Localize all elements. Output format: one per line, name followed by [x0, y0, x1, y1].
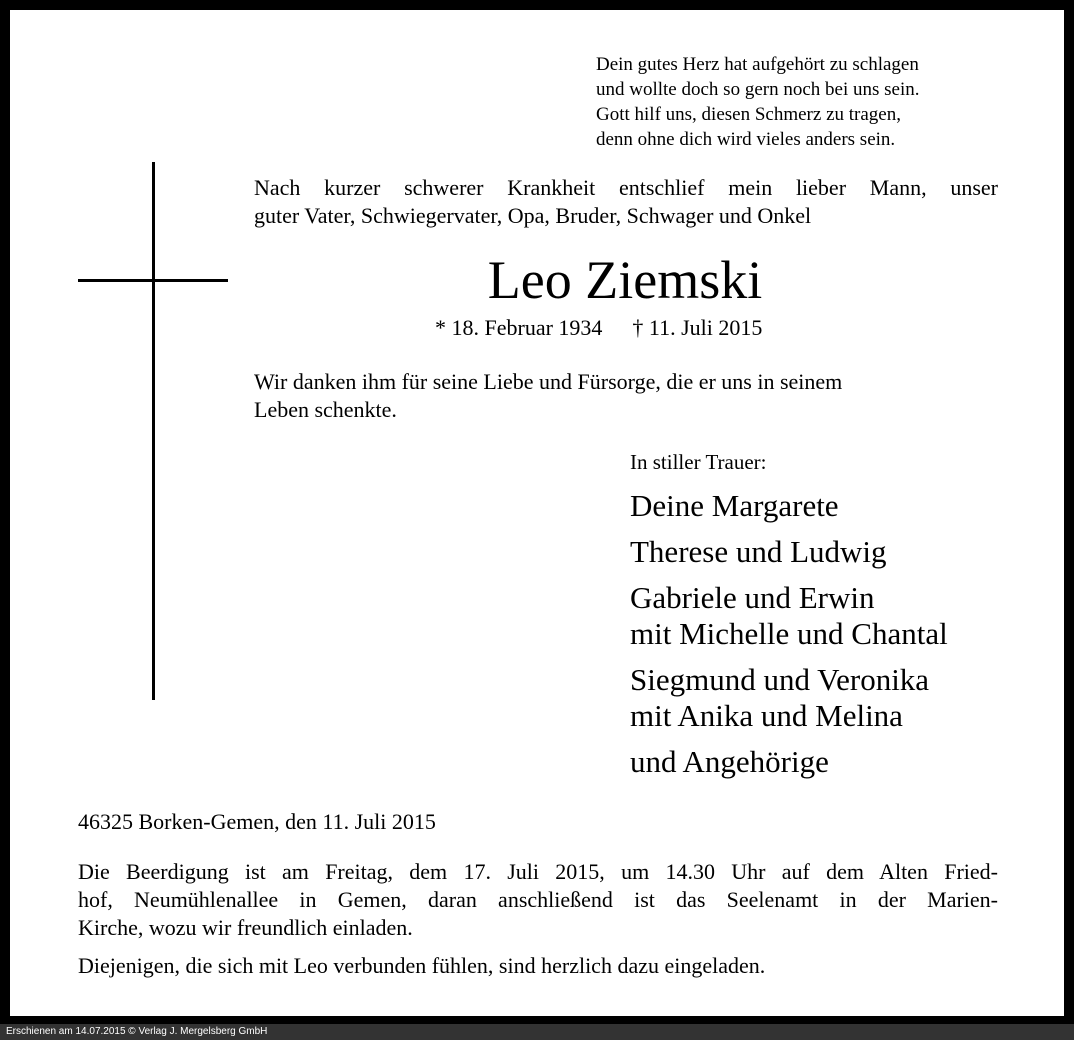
place-and-date: 46325 Borken-Gemen, den 11. Juli 2015 [78, 809, 436, 834]
mourner-entry [630, 662, 948, 734]
birth-date: * 18. Februar 1934 [435, 315, 603, 340]
mourner-line: mit Michelle und Chantal [630, 616, 948, 651]
funeral-line: hof, Neumühlenallee in Gemen, daran anschließend ist das Seelenamt in der Marien- [78, 887, 998, 912]
funeral-line: Kirche, wozu wir freundlich einladen. [78, 915, 413, 940]
death-date: † 11. Juli 2015 [632, 315, 763, 340]
mourner-line: Siegmund und Veronika [630, 662, 930, 697]
poem-line: Gott hilf uns, diesen Schmerz zu tragen, [596, 104, 901, 125]
intro-line: Nach kurzer schwerer Krankheit entschlief mein lieber Mann, unser [254, 175, 998, 200]
mourning-label: In stiller Trauer: [630, 450, 767, 474]
mourner-entry [630, 744, 948, 780]
mourner-line: Gabriele und Erwin [630, 580, 875, 615]
mourner-entry [630, 488, 948, 524]
obituary-notice [10, 10, 1064, 1016]
funeral-info [78, 858, 998, 942]
mourners-list [630, 488, 948, 790]
intro-line: guter Vater, Schwiegervater, Opa, Bruder, Schwager und Onkel [254, 203, 812, 228]
publication-footer: Erschienen am 14.07.2015 © Verlag J. Mergelsberg GmbH [0, 1024, 1074, 1040]
mourner-line: mit Anika und Melina [630, 698, 903, 733]
mourner-entry [630, 534, 948, 570]
poem-line: denn ohne dich wird vieles anders sein. [596, 129, 896, 150]
invitation-text: Diejenigen, die sich mit Leo verbunden fühlen, sind herzlich dazu eingeladen. [78, 953, 766, 978]
life-dates [435, 314, 762, 342]
poem-line: Dein gutes Herz hat aufgehört zu schlagen [596, 54, 919, 75]
poem-line: und wollte doch so gern noch bei uns sein. [596, 79, 920, 100]
thanks-text [254, 368, 842, 424]
mourner-entry [630, 580, 948, 652]
intro-text [254, 174, 998, 230]
mourner-line: Deine Margarete [630, 488, 839, 523]
cross-icon [152, 162, 155, 700]
mourner-line: Therese und Ludwig [630, 534, 887, 569]
poem [596, 52, 919, 152]
thanks-line: Wir danken ihm für seine Liebe und Fürsorge, die er uns in seinem [254, 369, 843, 394]
deceased-name: Leo Ziemski [487, 250, 763, 310]
mourner-line: und Angehörige [630, 744, 829, 779]
thanks-line: Leben schenkte. [254, 397, 397, 422]
funeral-line: Die Beerdigung ist am Freitag, dem 17. Juli 2015, um 14.30 Uhr auf dem Alten Fried- [78, 859, 998, 884]
